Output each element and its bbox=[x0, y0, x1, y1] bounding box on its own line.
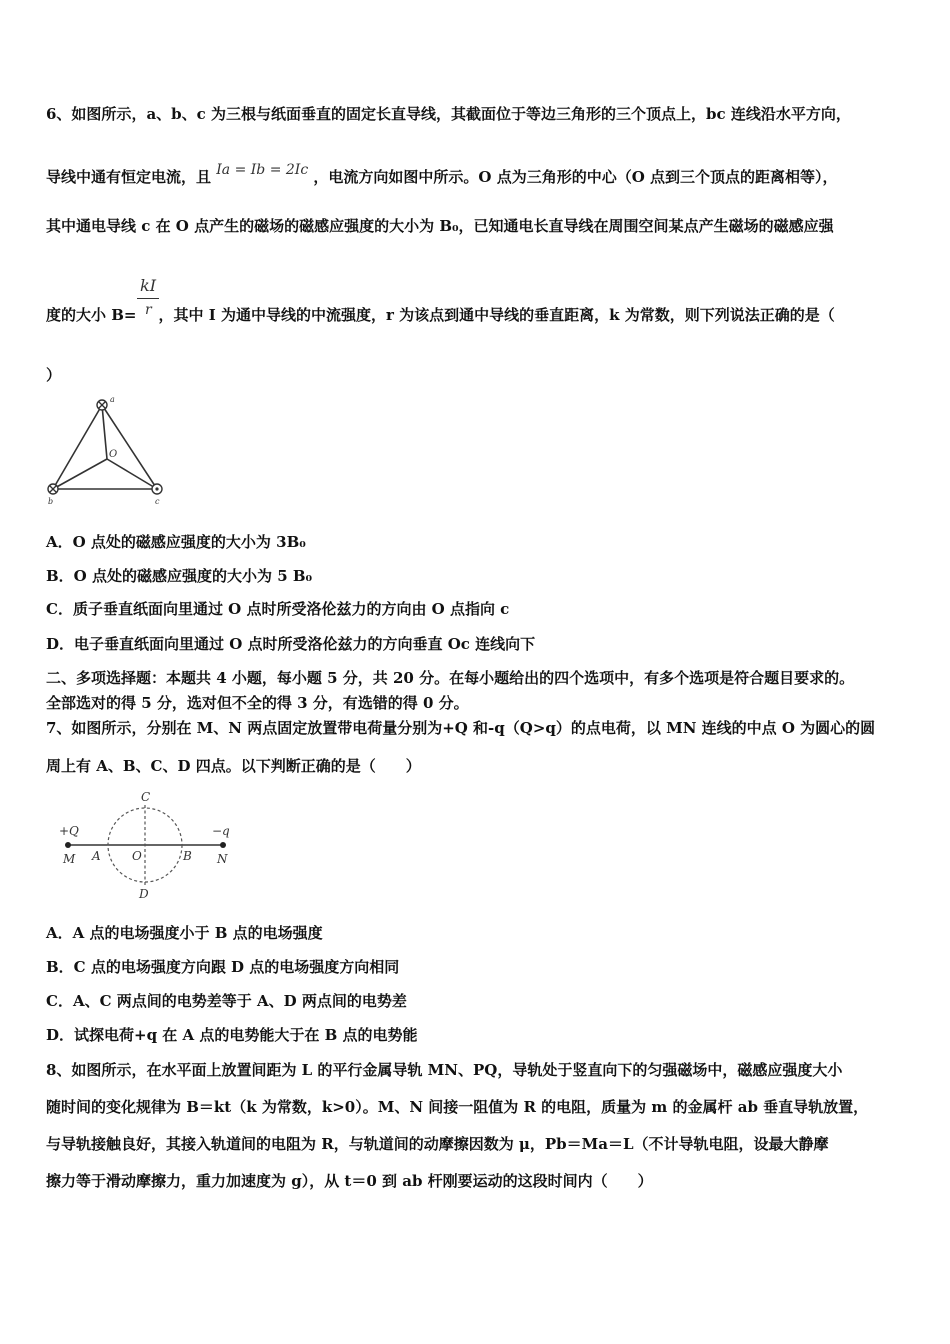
q6-line-4a: 度的大小 B= bbox=[46, 306, 137, 324]
label-o: O bbox=[132, 849, 142, 863]
q8-line-4: 擦力等于滑动摩擦力，重力加速度为 g），从 t＝0 到 ab 杆刚要运动的这段时间内（ ） bbox=[46, 1172, 653, 1190]
charge-m-dot bbox=[65, 842, 71, 848]
q8-line-2: 随时间的变化规律为 B＝kt（k 为常数，k>0）。M、N 间接一阻值为 R 的电阻，质量为 m 的金属杆 ab 垂直导轨放置， bbox=[46, 1098, 869, 1116]
q6-option-d: D．电子垂直纸面向里通过 O 点时所受洛伦兹力的方向垂直 Oc 连线向下 bbox=[46, 635, 536, 653]
label-a: A bbox=[92, 849, 101, 863]
q7-option-b: B．C 点的电场强度方向跟 D 点的电场强度方向相同 bbox=[46, 958, 400, 976]
q7-line-1: 7、如图所示，分别在 M、N 两点固定放置带电荷量分别为+Q 和-q（Q>q）的点电荷，以 MN 连线的中点 O 为圆心的圆 bbox=[46, 719, 876, 737]
section-2-line-1: 二、多项选择题：本题共 4 小题，每小题 5 分，共 20 分。在每小题给出的四个选项中，有多个选项是符合题目要求的。 bbox=[46, 669, 855, 687]
label-b: B bbox=[183, 849, 192, 863]
q6-line-3: 其中通电导线 c 在 O 点产生的磁场的磁感应强度的大小为 B₀，已知通电长直导线在周围空间某点产生磁场的磁感应强 bbox=[46, 217, 834, 235]
label-a: a bbox=[110, 395, 115, 404]
label-d: D bbox=[139, 887, 149, 901]
q6-option-a: A．O 点处的磁感应强度的大小为 3B₀ bbox=[46, 533, 306, 551]
label-m: M bbox=[63, 852, 76, 866]
wire-c-dot-icon bbox=[152, 484, 162, 494]
q6-line-2a: 导线中通有恒定电流，且 bbox=[46, 168, 212, 186]
label-c: c bbox=[155, 497, 160, 506]
charges-circle-figure bbox=[55, 788, 240, 903]
fraction-bar bbox=[137, 298, 159, 299]
label-n: N bbox=[217, 852, 228, 866]
section-2-line-2: 全部选对的得 5 分，选对但不全的得 3 分，有选错的得 0 分。 bbox=[46, 694, 469, 712]
triangle-wires-figure bbox=[40, 392, 175, 507]
label-plus-q: +Q bbox=[59, 824, 79, 838]
q6-line-2b: ，电流方向如图中所示。O 点为三角形的中心（O 点到三个顶点的距离相等）， bbox=[313, 168, 838, 186]
current-formula: Ia = Ib = 2Ic bbox=[216, 162, 309, 178]
q6-line-1: 6、如图所示，a、b、c 为三根与纸面垂直的固定长直导线，其截面位于等边三角形的三个顶点上，bc 连线沿水平方向， bbox=[46, 105, 851, 123]
label-minus-q: −q bbox=[212, 824, 230, 838]
edge-ab bbox=[53, 405, 102, 489]
q7-option-d: D．试探电荷+q 在 A 点的电势能大于在 B 点的电势能 bbox=[46, 1026, 418, 1044]
fraction-denominator: r bbox=[145, 302, 152, 318]
fraction-numerator: kI bbox=[140, 276, 157, 295]
line-co bbox=[107, 459, 157, 489]
wire-b-cross-icon bbox=[48, 484, 58, 494]
label-c: C bbox=[141, 790, 151, 804]
q6-option-b: B．O 点处的磁感应强度的大小为 5 B₀ bbox=[46, 567, 313, 585]
q8-line-3: 与导轨接触良好，其接入轨道间的电阻为 R，与轨道间的动摩擦因数为 μ，Pb＝Ma＝L（不计导轨电阻，设最大静摩 bbox=[46, 1135, 829, 1153]
q7-line-2: 周上有 A、B、C、D 四点。以下判断正确的是（ ） bbox=[46, 757, 421, 775]
q6-option-c: C．质子垂直纸面向里通过 O 点时所受洛伦兹力的方向由 O 点指向 c bbox=[46, 600, 510, 618]
q7-option-a: A．A 点的电场强度小于 B 点的电场强度 bbox=[46, 924, 323, 942]
q6-line-4 bbox=[46, 304, 835, 325]
q6-line-4b: ，其中 I 为通中导线的中流强度，r 为该点到通中导线的垂直距离，k 为常数，则下列说法正确的是（ bbox=[158, 306, 835, 324]
q6-line-2 bbox=[46, 162, 838, 187]
line-ao bbox=[102, 405, 107, 459]
label-o: O bbox=[109, 449, 118, 460]
wire-a-cross-icon bbox=[97, 400, 107, 410]
charge-n-dot bbox=[220, 842, 226, 848]
edge-ac bbox=[102, 405, 157, 489]
q7-option-c: C．A、C 两点间的电势差等于 A、D 两点间的电势差 bbox=[46, 992, 407, 1010]
q8-line-1: 8、如图所示，在水平面上放置间距为 L 的平行金属导轨 MN、PQ，导轨处于竖直向下的匀强磁场中，磁感应强度大小 bbox=[46, 1061, 843, 1079]
q6-line-5: ） bbox=[46, 366, 62, 384]
label-b: b bbox=[48, 497, 54, 506]
